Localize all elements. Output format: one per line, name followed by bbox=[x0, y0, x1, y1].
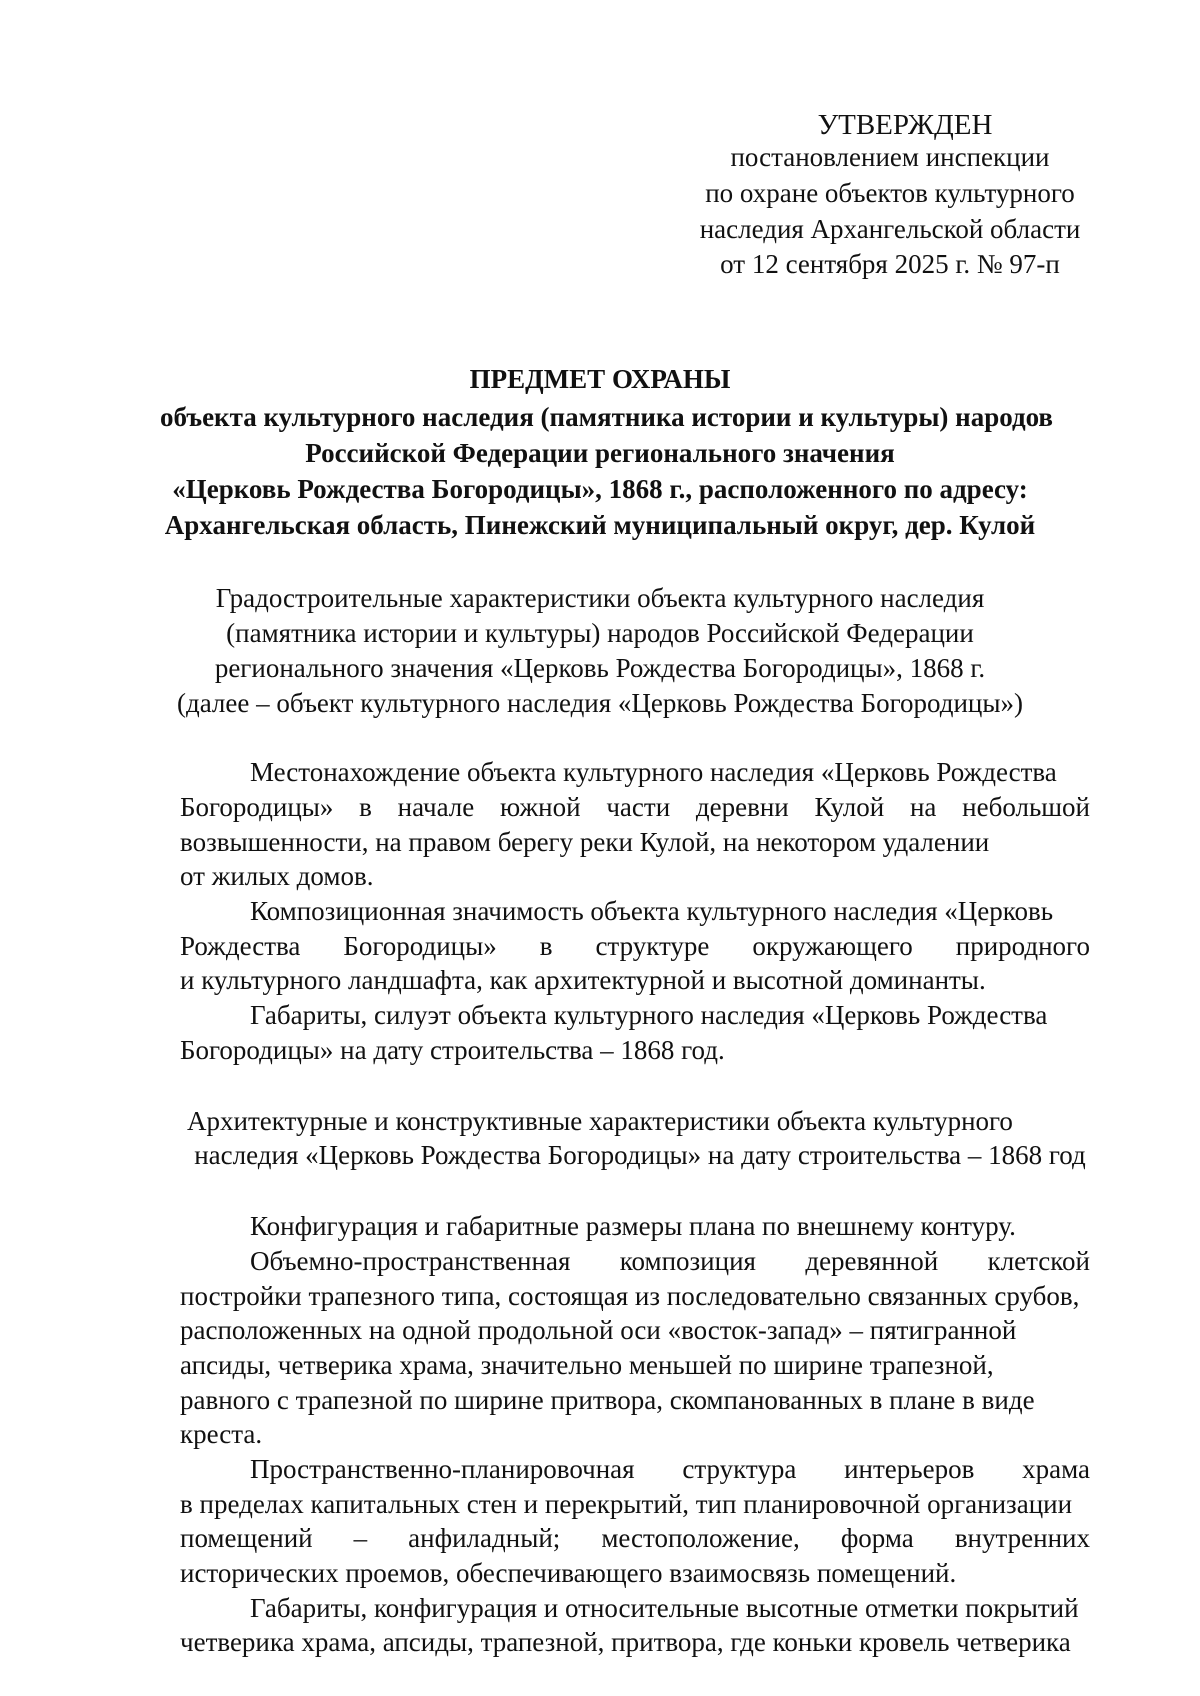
word: Пространственно-планировочная bbox=[250, 1454, 635, 1484]
approval-line: по охране объектов культурного bbox=[705, 178, 1075, 208]
section-title-line: Архитектурные и конструктивные характеристики объекта культурного bbox=[187, 1106, 1013, 1136]
word: Рождества bbox=[180, 931, 301, 961]
word: начале bbox=[397, 792, 475, 822]
word: Кулой bbox=[814, 792, 885, 822]
paragraph-line: Конфигурация и габаритные размеры плана по внешнему контуру. bbox=[250, 1211, 1016, 1241]
word: Богородицы» bbox=[180, 792, 334, 822]
word: на bbox=[909, 792, 937, 822]
word: деревянной bbox=[805, 1246, 939, 1276]
paragraph-line: четверика храма, апсиды, трапезной, притвора, где коньки кровель четверика bbox=[180, 1627, 1071, 1657]
word: помещений bbox=[180, 1523, 313, 1553]
word: внутренних bbox=[954, 1523, 1090, 1553]
heading-line: Российской Федерации регионального значения bbox=[305, 438, 895, 468]
approval-title: УТВЕРЖДЕН bbox=[817, 109, 993, 141]
paragraph-line: креста. bbox=[180, 1419, 263, 1449]
section-title-line: (памятника истории и культуры) народов Российской Федерации bbox=[226, 618, 974, 648]
word: интерьеров bbox=[844, 1454, 975, 1484]
document-title: ПРЕДМЕТ ОХРАНЫ bbox=[469, 364, 731, 394]
word: структура bbox=[682, 1454, 797, 1484]
paragraph-line: исторических проемов, обеспечивающего взаимосвязь помещений. bbox=[180, 1558, 957, 1588]
heading-line: объекта культурного наследия (памятника истории и культуры) народов bbox=[160, 402, 1054, 432]
word: клетской bbox=[987, 1246, 1090, 1276]
paragraph-line: от жилых домов. bbox=[180, 861, 374, 891]
paragraph-line bbox=[180, 1521, 1090, 1555]
word: анфиладный; bbox=[408, 1523, 561, 1553]
section-title-line: Градостроительные характеристики объекта культурного наследия bbox=[215, 583, 985, 613]
approval-line: наследия Архангельской области bbox=[699, 214, 1081, 244]
paragraph-line bbox=[180, 790, 1090, 824]
section-title-line: наследия «Церковь Рождества Богородицы» на дату строительства – 1868 год bbox=[194, 1140, 1086, 1170]
word: местоположение, bbox=[601, 1523, 800, 1553]
word: окружающего bbox=[752, 931, 913, 961]
paragraph-line: возвышенности, на правом берегу реки Кулой, на некотором удалении bbox=[180, 827, 990, 857]
word: в bbox=[359, 792, 372, 822]
section-title-line: регионального значения «Церковь Рождества Богородицы», 1868 г. bbox=[214, 653, 986, 683]
heading-line: Архангельская область, Пинежский муниципальный округ, дер. Кулой bbox=[164, 510, 1036, 540]
paragraph-line: и культурного ландшафта, как архитектурной и высотной доминанты. bbox=[180, 965, 986, 995]
heading-line: «Церковь Рождества Богородицы», 1868 г., расположенного по адресу: bbox=[172, 474, 1028, 504]
word: деревни bbox=[695, 792, 789, 822]
paragraph-line: постройки трапезного типа, состоящая из последовательно связанных срубов, bbox=[180, 1281, 1080, 1311]
paragraph-line: расположенных на одной продольной оси «восток-запад» – пятигранной bbox=[180, 1315, 1017, 1345]
word: природного bbox=[955, 931, 1090, 961]
paragraph-line: в пределах капитальных стен и перекрытий, тип планировочной организации bbox=[180, 1489, 1073, 1519]
word: в bbox=[539, 931, 553, 961]
paragraph-line: равного с трапезной по ширине притвора, скомпанованных в плане в виде bbox=[180, 1385, 1035, 1415]
section-title-line: (далее – объект культурного наследия «Церковь Рождества Богородицы») bbox=[176, 688, 1023, 718]
paragraph-line bbox=[180, 929, 1090, 963]
word: структуре bbox=[595, 931, 710, 961]
word: композиция bbox=[619, 1246, 756, 1276]
word: части bbox=[606, 792, 671, 822]
word: южной bbox=[500, 792, 581, 822]
paragraph-line: Габариты, конфигурация и относительные высотные отметки покрытий bbox=[250, 1593, 1079, 1623]
approval-date-line: от 12 сентября 2025 г. № 97-п bbox=[720, 249, 1060, 279]
word: – bbox=[353, 1523, 368, 1553]
paragraph-line: Местонахождение объекта культурного наследия «Церковь Рождества bbox=[250, 757, 1057, 787]
paragraph-line: Габариты, силуэт объекта культурного наследия «Церковь Рождества bbox=[250, 1000, 1048, 1030]
paragraph-line: Композиционная значимость объекта культурного наследия «Церковь bbox=[250, 896, 1054, 926]
word: Богородицы» bbox=[343, 931, 497, 961]
paragraph-line bbox=[250, 1244, 1090, 1278]
paragraph-line: апсиды, четверика храма, значительно меньшей по ширине трапезной, bbox=[180, 1350, 994, 1380]
word: Объемно-пространственная bbox=[250, 1246, 571, 1276]
word: небольшой bbox=[962, 792, 1090, 822]
paragraph-line bbox=[250, 1452, 1090, 1486]
word: храма bbox=[1022, 1454, 1090, 1484]
word: форма bbox=[840, 1523, 914, 1553]
approval-line: постановлением инспекции bbox=[730, 142, 1050, 172]
paragraph-line: Богородицы» на дату строительства – 1868 год. bbox=[180, 1035, 725, 1065]
